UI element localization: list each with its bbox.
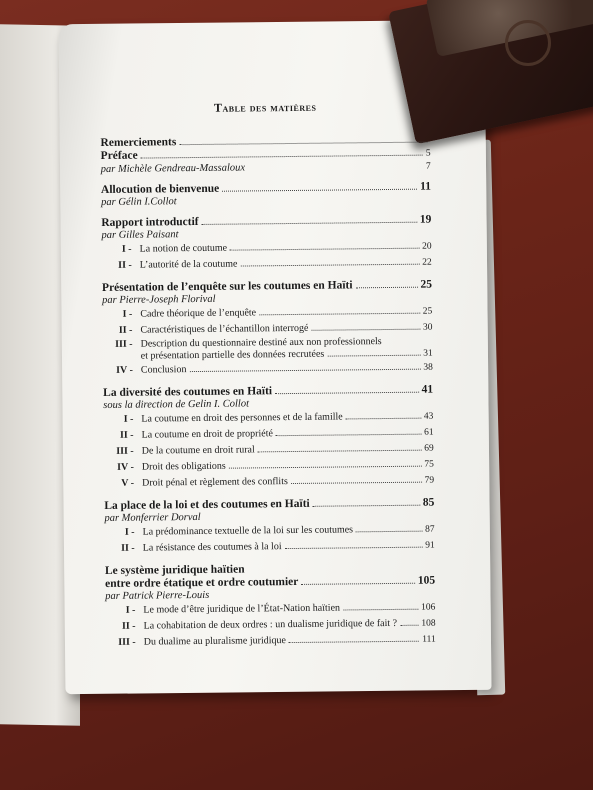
entry-author: par Gilles Paisant [101,229,179,241]
leader-dots [346,418,421,420]
leader-dots [289,641,419,643]
subentry-label: La coutume en droit de propriété [141,428,273,441]
subentry-label: Du dualime au pluralisme juridique [143,635,286,648]
subentry-number: II - [118,259,132,271]
entry-author: sous la direction de Gelin I. Collot [103,398,250,411]
subentry-number: III - [118,636,136,648]
subentry-label: Caractéristiques de l’échantillon interrogé [140,322,309,336]
subentry-label-line1: Description du questionnaire destiné aux non professionnels [140,336,382,350]
subentry-page: 20 [422,241,432,252]
entry-title: Préface [100,149,138,162]
subentry-label: Cadre théorique de l’enquête [140,307,257,320]
subentry-page: 75 [424,459,434,470]
leader-dots [259,313,420,316]
subentry-page: 61 [424,427,434,438]
leader-dots [313,505,420,507]
toc-subentry [106,632,436,651]
subentry-label: La cohabitation de deux ordres : un dualisme juridique de fait ? [143,617,398,632]
entry-page: 7 [425,161,431,172]
entry-title: Allocution de bienvenue [100,182,220,196]
leader-dots [285,547,423,549]
entry-title: Le système juridique haïtien [104,563,245,577]
leader-dots [258,450,421,453]
subentry-number: II - [119,429,134,441]
entry-author: par Monferrier Dorval [104,511,201,524]
leader-dots [291,482,422,484]
subentry-page: 79 [424,475,435,486]
subentry-number: II - [121,620,136,632]
entry-title: La diversité des coutumes en Haïti [103,385,273,399]
subentry-page: 91 [425,540,435,551]
subentry-number: I - [124,526,135,538]
toc-entry [105,562,436,651]
leader-dots [222,189,417,192]
subentry-page: 69 [424,443,434,454]
toc-entry [103,384,434,492]
entry-title: Remerciements [100,136,177,149]
subentry-number: II - [118,324,133,336]
subentry-number: III - [116,445,134,457]
entry-title: La place de la loi et des coutumes en Haïti [104,497,310,512]
toc-subentry [105,538,435,557]
subentry-label: La notion de coutume [139,242,228,255]
entry-page: 19 [419,213,432,226]
entry-title: Présentation de l’enquête sur les coutumes en Haïti [101,279,353,294]
subentry-page: 43 [423,411,434,422]
subentry-number: II - [121,542,135,554]
entry-title: Rapport introductif [101,215,199,229]
leader-dots [356,531,422,533]
entry-author: par Pierre-Joseph Florival [102,293,216,306]
subentry-number: I - [123,413,134,425]
leader-dots [311,329,420,331]
subentry-page: 108 [421,618,436,629]
entry-author: par Patrick Pierre-Louis [105,589,210,602]
entry-page: 11 [420,180,432,193]
leader-dots [356,287,418,289]
entry-page: 41 [421,383,434,396]
toc-content [100,92,436,659]
subentry-page: 87 [425,524,435,535]
subentry-label: De la coutume en droit rural [141,444,255,457]
subentry-label: La prédominance textuelle de la loi sur les coutumes [142,524,354,538]
toc-subentry [103,360,433,379]
subentry-number: IV - [116,364,133,376]
leader-dots [202,222,417,225]
subentry-number: I - [122,308,133,320]
subentry-label: L’autorité de la coutume [139,258,238,271]
leader-dots [189,369,420,372]
subentry-number: III - [115,338,133,350]
toc-entry [102,279,433,379]
subentry-label: Conclusion [140,364,187,376]
leader-dots [276,434,421,437]
subentry-label: Droit des obligations [141,460,226,473]
toc-subentry [104,473,434,492]
leader-dots [229,466,422,469]
toc-entry-row [101,161,431,177]
leader-dots [301,583,415,585]
subentry-number: V - [121,477,135,489]
leader-dots [141,155,423,159]
subentry-number: I - [125,604,136,616]
subentry-number: IV - [117,461,134,473]
toc-subentry [103,336,433,363]
leader-dots [400,625,418,626]
subentry-page: 25 [422,306,433,317]
leader-space [248,169,423,171]
entry-page: 85 [422,496,435,509]
entry-page: 5 [425,148,431,159]
leader-dots [343,609,418,611]
ornament-carving [505,20,551,66]
subentry-label: La coutume en droit des personnes et de la famille [141,411,343,425]
subentry-label [141,336,433,363]
toc-subentry [102,255,432,274]
subentry-label: Droit pénal et règlement des conflits [142,476,288,489]
toc-entry-front-matter [100,134,430,177]
subentry-page: 106 [421,602,436,613]
entry-author: par Michèle Gendreau-Massaloux [100,162,246,175]
subentry-page: 111 [422,634,436,645]
subentry-page: 30 [422,322,433,333]
toc-title: Table des matières [213,99,317,115]
leader-dots [240,264,419,267]
entry-page: 25 [420,278,433,291]
leader-dots [179,142,427,146]
subentry-page: 38 [423,362,433,373]
subentry-number: I - [121,243,132,255]
toc-entry [101,181,431,209]
subentry-label: La résistance des coutumes à la loi [142,541,282,554]
subentry-label-line2: et présentation partielle des données recrutées [140,348,325,362]
leader-dots [327,355,420,357]
entry-title-line2: entre ordre étatique et ordre coutumier [105,575,299,590]
toc-entry [104,497,435,557]
entry-author: par Gélin I.Collot [101,196,177,208]
leader-dots [230,248,419,251]
subentry-page: 31 [423,348,433,359]
entry-page: 105 [417,574,436,587]
subentry-page: 22 [422,257,432,268]
toc-entry [101,214,432,274]
subentry-label: Le mode d’être juridique de l’État-Nation haïtien [143,602,341,616]
leader-dots [275,392,419,395]
